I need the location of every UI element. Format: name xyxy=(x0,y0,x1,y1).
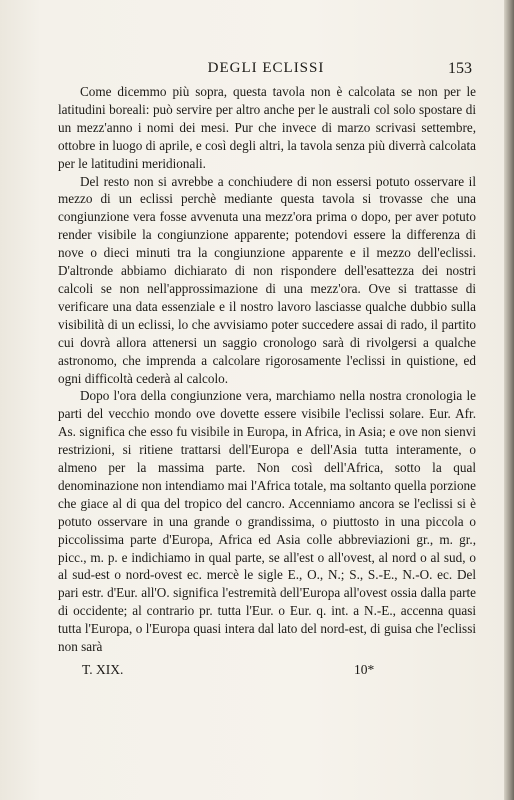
running-title: DEGLI ECLISSI xyxy=(207,60,325,76)
volume-signature: T. XIX. xyxy=(82,662,124,677)
paragraph-1: Come dicemmo più sopra, questa tavola non è calcolata se non per le latitudini boreali: può servire per altro anche per le australi col solo spostare di un mezz'anno i nomi dei mesi. Pur che invece di marzo scrivasi settembre, ottobre in luogo di aprile, e così degli altri, la tavola senza più diverrà calcolata per le latitudini meridionali. xyxy=(58,84,476,171)
paragraph-3: Dopo l'ora della congiunzione vera, marchiamo nella nostra cronologia le parti del vecchio mondo ove dovette essere visibile l'eclissi solare. Eur. Afr. As. significa che esso fu visibile in Europa, in Africa, in Asia; e ove non sienvi restrizioni, si ritiene trattarsi dell'Europa e dell'Asia tutta interamente, o almeno per la massima parte. Non così dell'Africa, sotto la qual denominazione non intendiamo mai l'Africa totale, ma soltanto quella porzione che giace al di qua del tropico del cancro. Accenniamo ancora se l'eclissi si è potuto osservare in una grande o grandissima, o piuttosto in una piccola o piccolissima parte d'Europa, Africa ed Asia colle abbreviazioni gr., m. gr., picc., m. p. e indichiamo in qual parte, se all'est o all'ovest, al nord o al sud, o al sud-est o nord-ovest ec. mercè le sigle E., O., N.; S., S.-E., N.-O. ec. Del pari estr. d'Eur. all'O. significa l'estremità dell'Europa all'ovest ossia dalla parte di occidente; al contrario pr. tutta l'Eur. o Eur. q. int. a N.-E., accenna quasi tutta l'Europa, o l'Europa quasi intera dal lato del nord-est, di guisa che l'eclissi non sarà xyxy=(58,388,476,655)
page-footer xyxy=(58,662,476,682)
page-header xyxy=(58,60,474,80)
page-gutter-shadow xyxy=(504,0,514,800)
paragraph-2: Del resto non si avrebbe a conchiudere di non essersi potuto osservare il mezzo di un eclissi perchè mediante questa tavola si trovasse che una congiunzione vera fosse avvenuta una mezz'ora prima o dopo, per aver potuto render visibile la congiunzione apparente; potendovi essere la differenza di nove o dieci minuti tra la congiunzione apparente e il mezzo dell'eclissi. D'altronde abbiamo dichiarato di non rispondere dell'esattezza dei nostri calcoli se non nell'approssimazione di una mezz'ora. Ove si trattasse di verificare una data essenziale e il nostro lavoro lasciasse qualche dubbio sulla visibilità di un eclissi, lo che avvisiamo poter succedere assai di rado, il partito cui dovrà allora attenersi un saggio cronologo sarà di rivolgersi a qualche astronomo, che imprenda a calcolare rigorosamente l'eclissi in quistione, ed ogni difficoltà cederà al calcolo. xyxy=(58,173,476,386)
gathering-signature: 10* xyxy=(354,662,375,677)
body-text xyxy=(58,83,476,656)
page-number: 153 xyxy=(448,60,472,77)
